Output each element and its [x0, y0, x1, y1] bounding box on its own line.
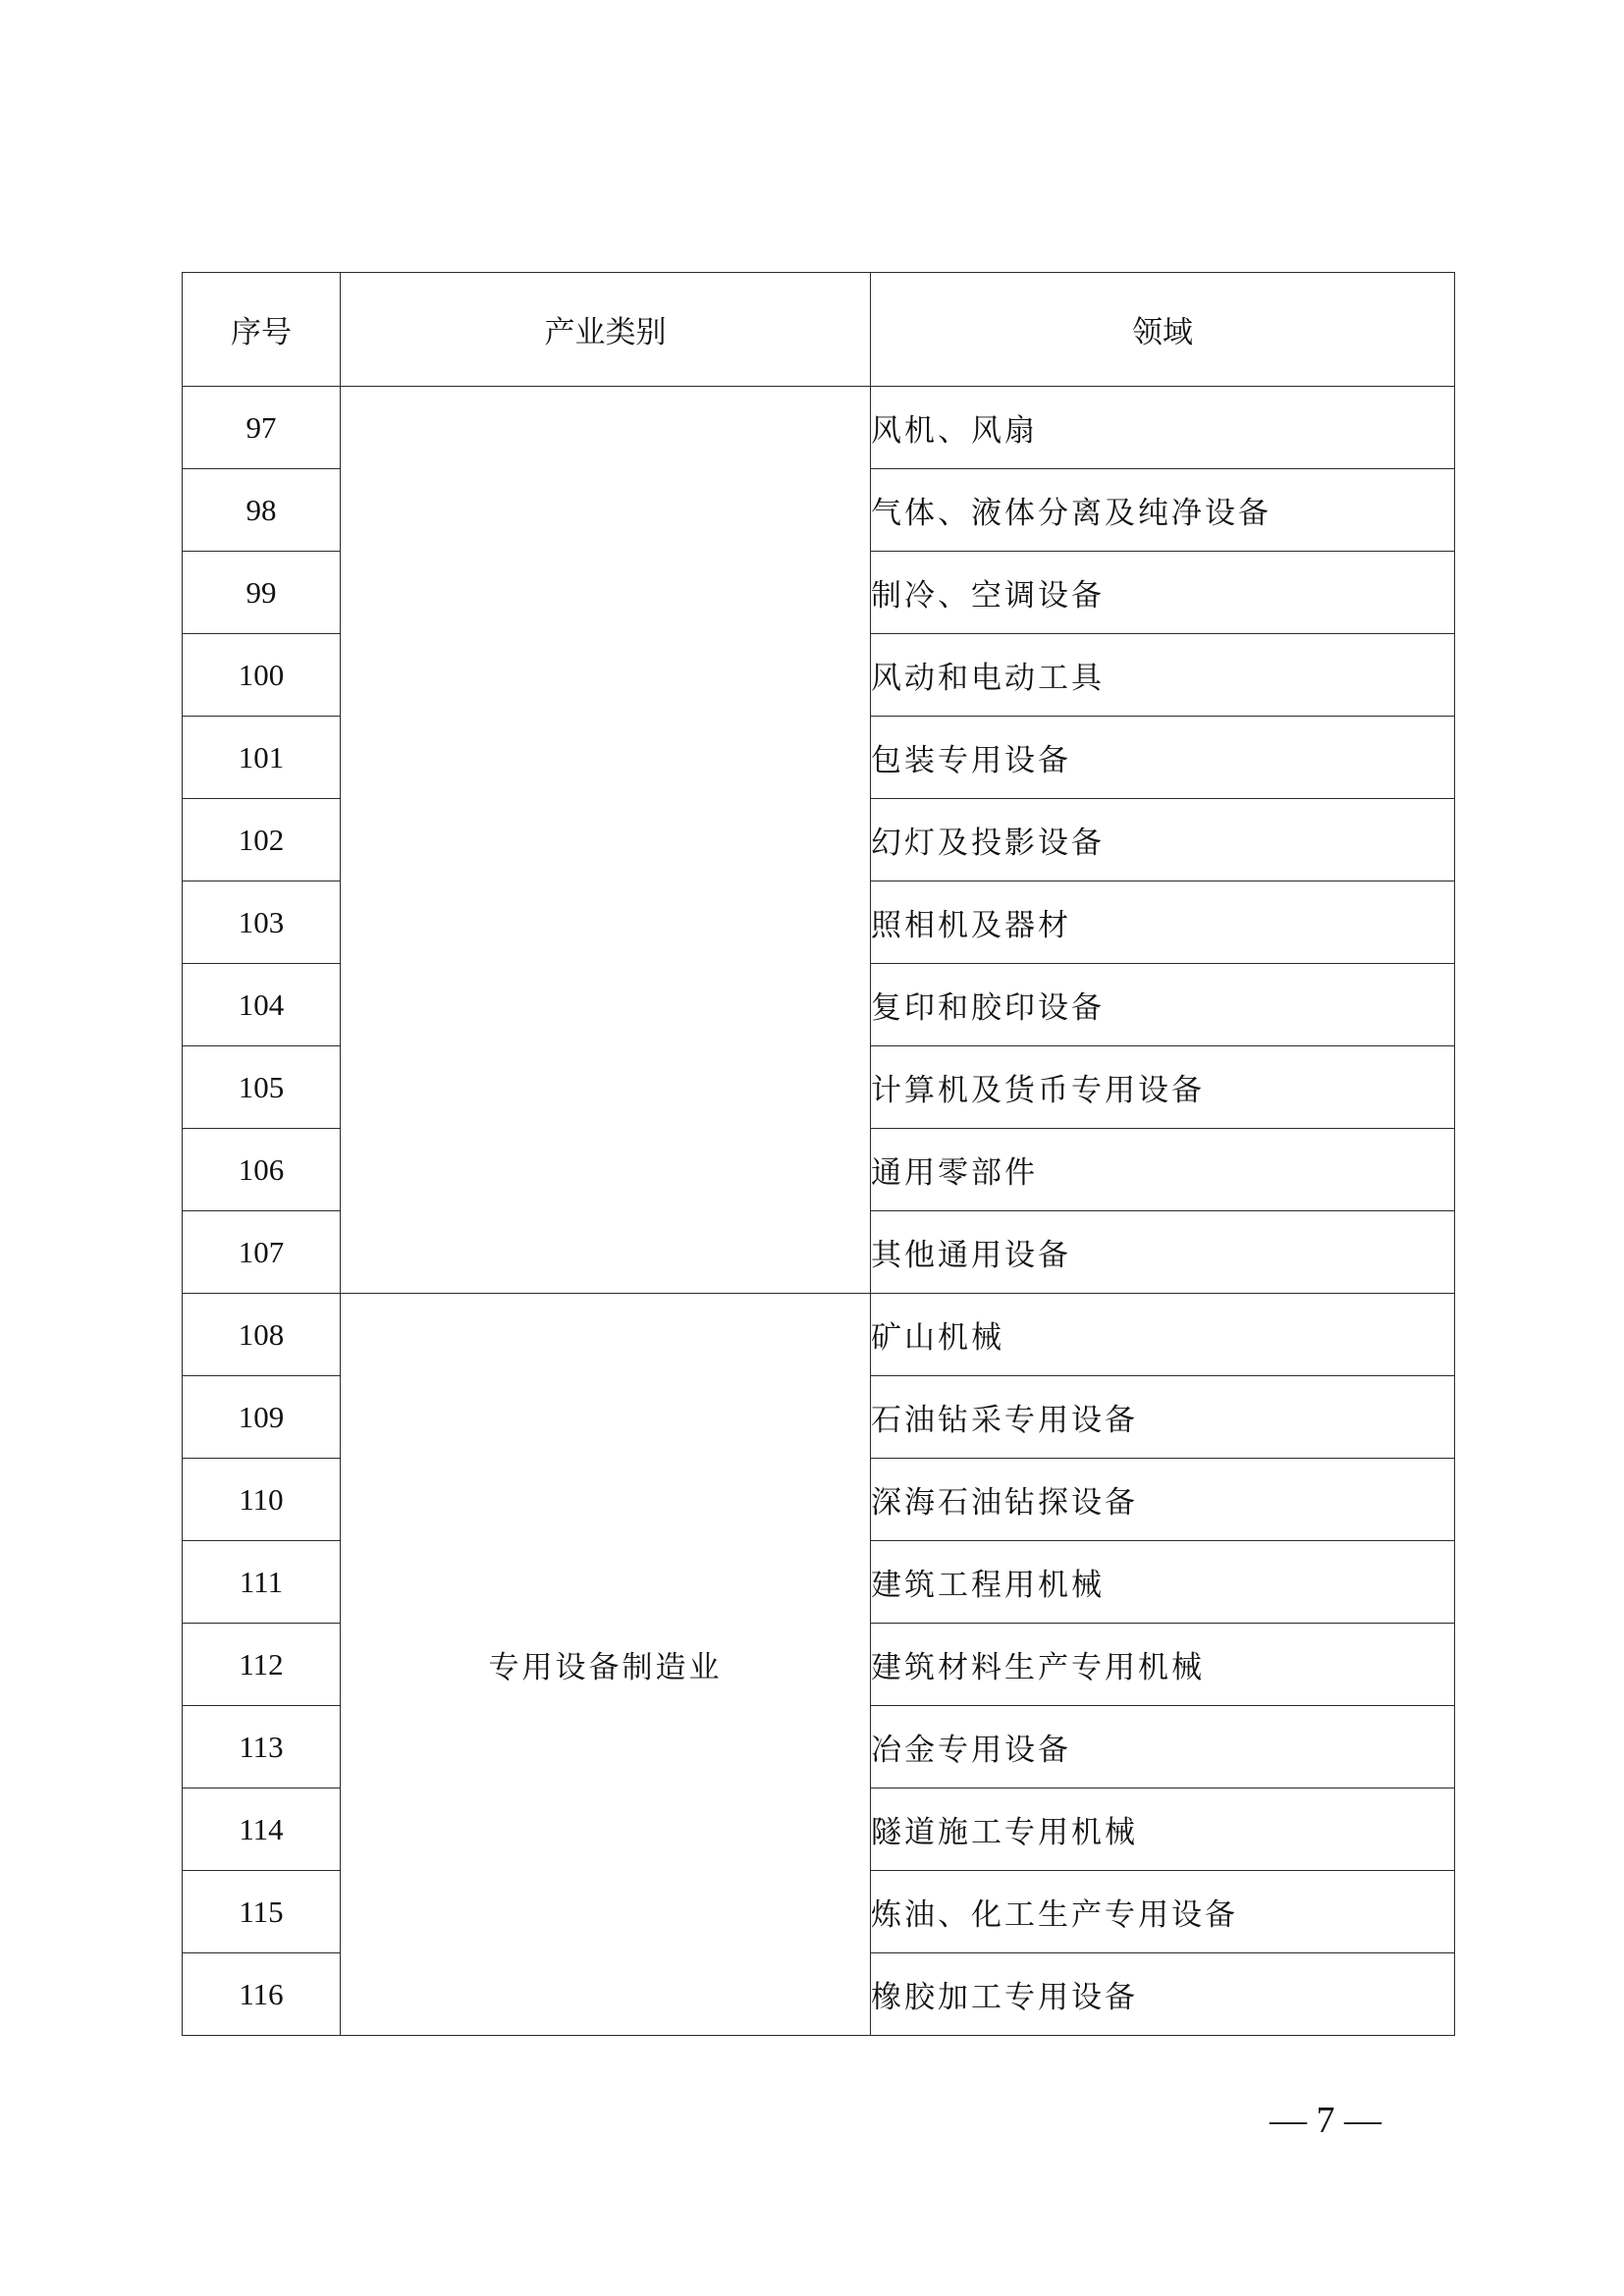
serial-number-cell: 108 [183, 1294, 341, 1376]
field-cell: 深海石油钻探设备 [871, 1459, 1455, 1541]
serial-number-cell: 100 [183, 634, 341, 717]
field-cell: 幻灯及投影设备 [871, 799, 1455, 881]
serial-number-cell: 99 [183, 552, 341, 634]
serial-number-cell: 116 [183, 1953, 341, 2036]
table-header-row [183, 273, 1455, 387]
field-cell: 通用零部件 [871, 1129, 1455, 1211]
table-row [183, 1294, 1455, 1376]
table-row [183, 387, 1455, 469]
serial-number-cell: 115 [183, 1871, 341, 1953]
serial-number-cell: 111 [183, 1541, 341, 1624]
field-cell: 隧道施工专用机械 [871, 1789, 1455, 1871]
field-cell: 石油钻采专用设备 [871, 1376, 1455, 1459]
field-cell: 风动和电动工具 [871, 634, 1455, 717]
serial-number-cell: 104 [183, 964, 341, 1046]
serial-number-cell: 98 [183, 469, 341, 552]
serial-number-cell: 103 [183, 881, 341, 964]
serial-number-cell: 113 [183, 1706, 341, 1789]
header-field: 领域 [871, 273, 1455, 387]
industry-category-cell-general-equipment [341, 387, 871, 1294]
field-cell: 矿山机械 [871, 1294, 1455, 1376]
serial-number-cell: 102 [183, 799, 341, 881]
field-cell: 其他通用设备 [871, 1211, 1455, 1294]
serial-number-cell: 110 [183, 1459, 341, 1541]
serial-number-cell: 101 [183, 717, 341, 799]
field-cell: 建筑材料生产专用机械 [871, 1624, 1455, 1706]
field-cell: 复印和胶印设备 [871, 964, 1455, 1046]
field-cell: 计算机及货币专用设备 [871, 1046, 1455, 1129]
serial-number-cell: 107 [183, 1211, 341, 1294]
header-industry-category: 产业类别 [341, 273, 871, 387]
industry-category-cell-special-equipment: 专用设备制造业 [341, 1294, 871, 2036]
field-cell: 照相机及器材 [871, 881, 1455, 964]
header-serial-number: 序号 [183, 273, 341, 387]
field-cell: 炼油、化工生产专用设备 [871, 1871, 1455, 1953]
field-cell: 包装专用设备 [871, 717, 1455, 799]
serial-number-cell: 106 [183, 1129, 341, 1211]
field-cell: 制冷、空调设备 [871, 552, 1455, 634]
serial-number-cell: 112 [183, 1624, 341, 1706]
serial-number-cell: 109 [183, 1376, 341, 1459]
field-cell: 冶金专用设备 [871, 1706, 1455, 1789]
field-cell: 橡胶加工专用设备 [871, 1953, 1455, 2036]
industry-table [182, 272, 1455, 2036]
field-cell: 气体、液体分离及纯净设备 [871, 469, 1455, 552]
page-number: — 7 — [1270, 2100, 1381, 2141]
field-cell: 建筑工程用机械 [871, 1541, 1455, 1624]
field-cell: 风机、风扇 [871, 387, 1455, 469]
serial-number-cell: 105 [183, 1046, 341, 1129]
serial-number-cell: 97 [183, 387, 341, 469]
serial-number-cell: 114 [183, 1789, 341, 1871]
